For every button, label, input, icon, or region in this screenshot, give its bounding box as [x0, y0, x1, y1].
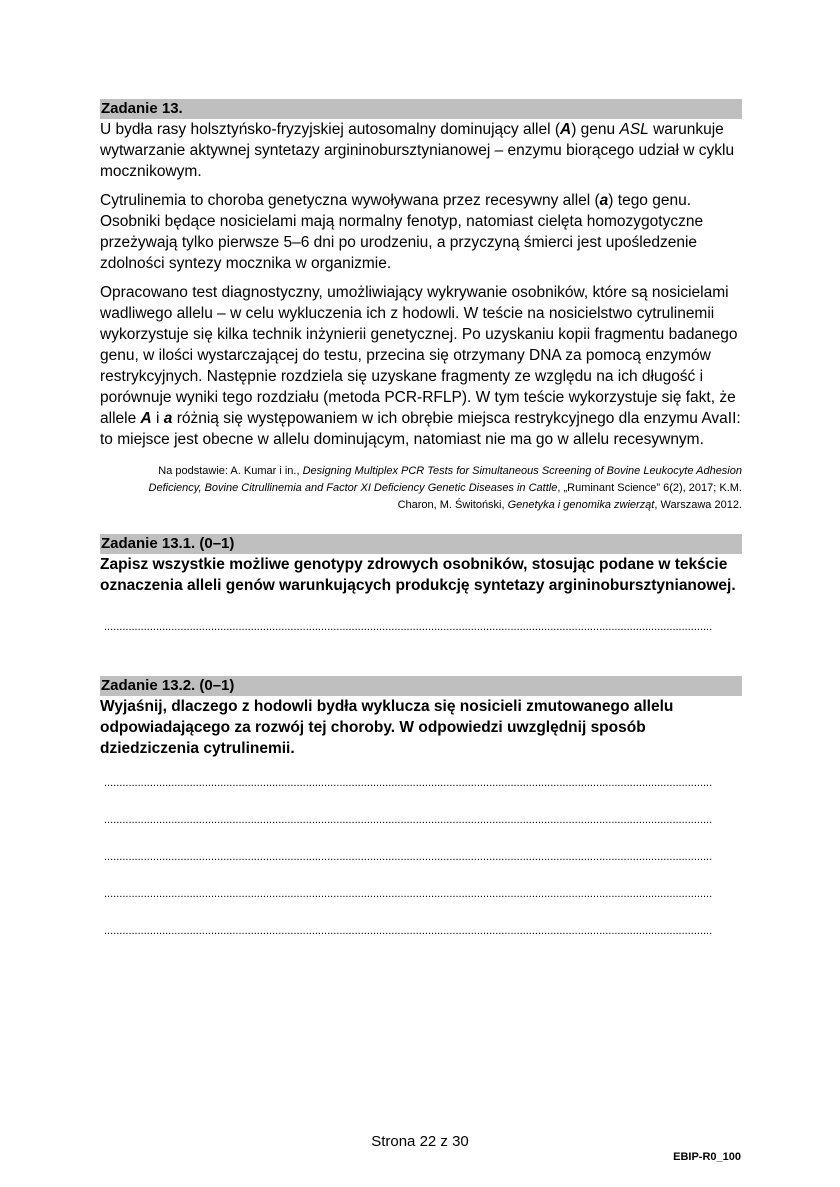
- answer-line[interactable]: .......................................................................................................................................................................................................: [104, 777, 713, 789]
- page-number: Strona 22 z 30: [371, 1133, 469, 1150]
- answer-line[interactable]: .......................................................................................................................................................................................................: [104, 621, 713, 633]
- task-13-paragraph-1: U bydła rasy holsztyńsko-fryzyjskiej autosomalny dominujący allel (A) genu ASL warunkuje wytwarzanie aktywnej syntetazy argininobursztynianowej – enzymu biorącego udział w cyklu mocznikowym.: [100, 121, 735, 180]
- task-13-1-heading: Zadanie 13.1. (0–1): [100, 534, 742, 554]
- answer-line[interactable]: .......................................................................................................................................................................................................: [104, 925, 713, 937]
- task-13-2-instruction: Wyjaśnij, dlaczego z hodowli bydła wyklucza się nosicieli zmutowanego allelu odpowiadającego za rozwój tej choroby. W odpowiedzi uwzględnij sposób dziedziczenia cytrulinemii.: [100, 698, 674, 757]
- answer-line[interactable]: .......................................................................................................................................................................................................: [104, 851, 713, 863]
- task-13-1-instruction: Zapisz wszystkie możliwe genotypy zdrowych osobników, stosując podane w tekście oznaczenia alleli genów warunkujących produkcję syntetazy argininobursztynianowej.: [100, 556, 736, 594]
- exam-code: EBIP-R0_100: [673, 1151, 741, 1163]
- task-13-2-heading: Zadanie 13.2. (0–1): [100, 676, 742, 696]
- task-13-paragraph-2: Cytrulinemia to choroba genetyczna wywoływana przez recesywny allel (a) tego genu. Osobniki będące nosicielami mają normalny fenotyp, natomiast cielęta homozygotyczne przeżywają tylko pierwsze 5–6 dni po urodzeniu, a przyczyną śmierci jest upośledzenie zdolności syntezy mocznika w organizmie.: [100, 192, 704, 272]
- source-citation: Na podstawie: A. Kumar i in., Designing Multiplex PCR Tests for Simultaneous Screening of Bovine Leukocyte Adhesion Deficiency, Bovine Citrullinemia and Factor XI Deficiency Genetic Diseases in Cattle, „Ruminant Science” 6(2), 2017; K.M. Charon, M. Świtoński, Genetyka i genomika zwierząt, Warszawa 2012.: [148, 465, 742, 511]
- task-13-heading: Zadanie 13.: [100, 99, 742, 119]
- task-13-paragraph-3: Opracowano test diagnostyczny, umożliwiający wykrywanie osobników, które są nosicielami wadliwego allelu – w celu wykluczenia ich z hodowli. W teście na nosicielstwo cytrulinemii wykorzystuje się kilka technik inżynierii genetycznej. Po uzyskaniu kopii fragmentu badanego genu, w ilości wystarczającej do testu, przecina się otrzymany DNA za pomocą enzymów restrykcyjnych. Następnie rozdziela się uzyskane fragmenty ze względu na ich długość i porównuje wyniki tego rozdziału (metoda PCR-RFLP). W tym teście wykorzystuje się fakt, że allele A i a różnią się występowaniem w ich obrębie miejsca restrykcyjnego dla enzymu AvaII: to miejsce jest obecne w allelu dominującym, natomiast nie ma go w allelu recesywnym.: [100, 284, 741, 448]
- answer-line[interactable]: .......................................................................................................................................................................................................: [104, 888, 713, 900]
- task-13-section: [100, 99, 742, 938]
- answer-line[interactable]: .......................................................................................................................................................................................................: [104, 814, 713, 826]
